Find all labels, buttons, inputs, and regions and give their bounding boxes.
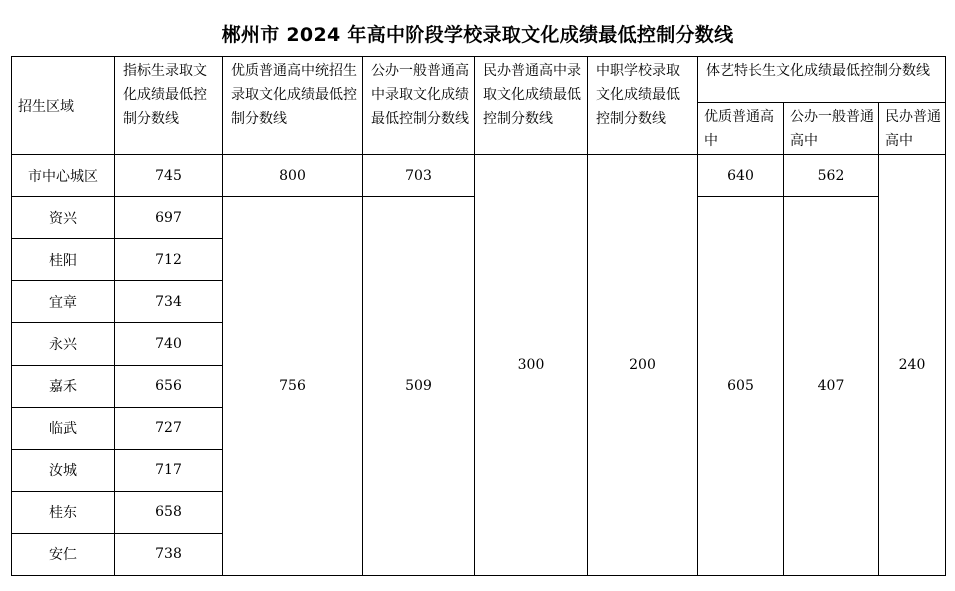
county-arts-quality-cell: 605 (698, 197, 784, 576)
header-region: 招生区域 (12, 57, 115, 155)
quota-cell: 656 (115, 365, 223, 407)
region-cell: 永兴 (12, 323, 115, 365)
header-arts-sports: 体艺特长生文化成绩最低控制分数线 (698, 57, 946, 103)
quota-cell: 727 (115, 407, 223, 449)
region-cell: 嘉禾 (12, 365, 115, 407)
quota-cell: 738 (115, 533, 223, 575)
quota-cell: 712 (115, 239, 223, 281)
quota-cell: 734 (115, 281, 223, 323)
region-cell: 资兴 (12, 197, 115, 239)
header-arts-quality: 优质普通高中 (698, 103, 784, 155)
city-arts-public-cell: 562 (784, 155, 879, 197)
county-arts-public-cell: 407 (784, 197, 879, 576)
city-arts-quality-cell: 640 (698, 155, 784, 197)
region-cell: 市中心城区 (12, 155, 115, 197)
score-table (11, 56, 946, 576)
header-public-general: 公办一般普通高中录取文化成绩最低控制分数线 (363, 57, 475, 155)
header-arts-public: 公办一般普通高中 (784, 103, 879, 155)
table-row (12, 155, 946, 197)
county-public-general-cell: 509 (363, 197, 475, 576)
quota-cell: 745 (115, 155, 223, 197)
quota-cell: 717 (115, 449, 223, 491)
region-cell: 临武 (12, 407, 115, 449)
city-quality-unified-cell: 800 (223, 155, 363, 197)
city-public-general-cell: 703 (363, 155, 475, 197)
header-quality-unified: 优质普通高中统招生录取文化成绩最低控制分数线 (223, 57, 363, 155)
header-arts-private: 民办普通高中 (879, 103, 946, 155)
region-cell: 桂东 (12, 491, 115, 533)
quota-cell: 740 (115, 323, 223, 365)
quota-cell: 658 (115, 491, 223, 533)
header-quota: 指标生录取文化成绩最低控制分数线 (115, 57, 223, 155)
quota-cell: 697 (115, 197, 223, 239)
region-cell: 宜章 (12, 281, 115, 323)
region-cell: 汝城 (12, 449, 115, 491)
region-cell: 安仁 (12, 533, 115, 575)
county-quality-unified-cell: 756 (223, 197, 363, 576)
arts-private-cell: 240 (879, 155, 946, 576)
vocational-cell: 200 (588, 155, 698, 576)
header-private-general: 民办普通高中录取文化成绩最低控制分数线 (475, 57, 588, 155)
header-vocational: 中职学校录取文化成绩最低控制分数线 (588, 57, 698, 155)
private-general-cell: 300 (475, 155, 588, 576)
region-cell: 桂阳 (12, 239, 115, 281)
page-title: 郴州市 2024 年高中阶段学校录取文化成绩最低控制分数线 (221, 24, 734, 46)
